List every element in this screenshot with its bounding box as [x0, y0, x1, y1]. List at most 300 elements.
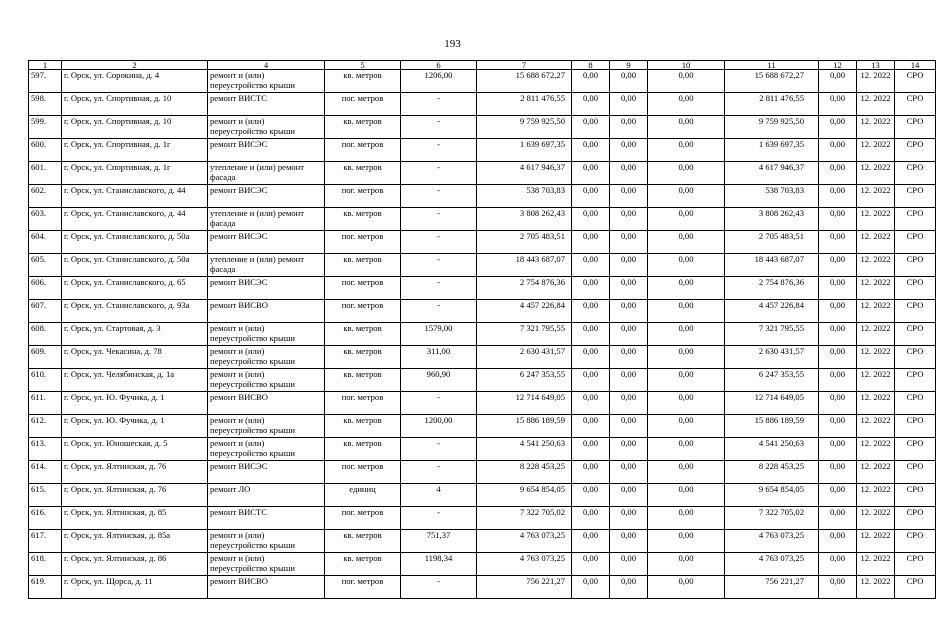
area-cell: 751,37 [401, 530, 477, 553]
col8-cell: 0,00 [572, 185, 610, 208]
total-cost-cell: 7 321 795,55 [477, 323, 572, 346]
area-cell: 960,90 [401, 369, 477, 392]
deadline-cell: 12. 2022 [857, 507, 895, 530]
col8-cell: 0,00 [572, 576, 610, 599]
col9-cell: 0,00 [610, 116, 648, 139]
col12-cell: 0,00 [819, 116, 857, 139]
total-cost-cell: 6 247 353,55 [477, 369, 572, 392]
table-row [29, 415, 936, 438]
row-number: 611. [29, 392, 62, 415]
unit-cell: кв. метров [325, 162, 401, 185]
col10-cell: 0,00 [648, 93, 725, 116]
unit-cell: кв. метров [325, 70, 401, 93]
source-cell: СРО [895, 208, 936, 231]
col9-cell: 0,00 [610, 346, 648, 369]
col11-cell: 2 630 431,57 [725, 346, 819, 369]
address-cell: г. Орск, ул. Станиславского, д. 44 [62, 208, 208, 231]
deadline-cell: 12. 2022 [857, 576, 895, 599]
unit-cell: кв. метров [325, 530, 401, 553]
col9-cell: 0,00 [610, 300, 648, 323]
column-header-2: 2 [62, 61, 208, 70]
work-type-cell: утепление и (или) ремонт фасада [208, 254, 325, 277]
row-number: 603. [29, 208, 62, 231]
col11-cell: 4 763 073,25 [725, 530, 819, 553]
col10-cell: 0,00 [648, 323, 725, 346]
row-number: 601. [29, 162, 62, 185]
column-header-14: 14 [895, 61, 936, 70]
col9-cell: 0,00 [610, 369, 648, 392]
table-row [29, 346, 936, 369]
column-header-8: 8 [572, 61, 610, 70]
address-cell: г. Орск, ул. Спортивная, д. 1г [62, 162, 208, 185]
work-type-cell: ремонт и (или) переустройство крыши [208, 369, 325, 392]
col11-cell: 12 714 649,05 [725, 392, 819, 415]
total-cost-cell: 15 688 672,27 [477, 70, 572, 93]
total-cost-cell: 4 457 226,84 [477, 300, 572, 323]
table-row [29, 576, 936, 599]
deadline-cell: 12. 2022 [857, 70, 895, 93]
column-header-4: 4 [208, 61, 325, 70]
work-type-cell: ремонт ВИСЭС [208, 461, 325, 484]
col10-cell: 0,00 [648, 254, 725, 277]
source-cell: СРО [895, 553, 936, 576]
col10-cell: 0,00 [648, 116, 725, 139]
area-cell: - [401, 461, 477, 484]
row-number: 606. [29, 277, 62, 300]
col11-cell: 18 443 687,07 [725, 254, 819, 277]
total-cost-cell: 7 322 705,02 [477, 507, 572, 530]
unit-cell: пог. метров [325, 507, 401, 530]
total-cost-cell: 15 886 189,59 [477, 415, 572, 438]
deadline-cell: 12. 2022 [857, 162, 895, 185]
work-type-cell: ремонт ВИСВО [208, 576, 325, 599]
source-cell: СРО [895, 93, 936, 116]
area-cell: - [401, 277, 477, 300]
total-cost-cell: 2 811 476,55 [477, 93, 572, 116]
col11-cell: 4 541 250,63 [725, 438, 819, 461]
area-cell: - [401, 208, 477, 231]
total-cost-cell: 4 617 946,37 [477, 162, 572, 185]
table-row [29, 70, 936, 93]
col12-cell: 0,00 [819, 461, 857, 484]
source-cell: СРО [895, 185, 936, 208]
work-type-cell: утепление и (или) ремонт фасада [208, 208, 325, 231]
area-cell: - [401, 116, 477, 139]
area-cell: - [401, 93, 477, 116]
deadline-cell: 12. 2022 [857, 392, 895, 415]
col12-cell: 0,00 [819, 346, 857, 369]
address-cell: г. Орск, ул. Юношеская, д. 5 [62, 438, 208, 461]
col11-cell: 8 228 453,25 [725, 461, 819, 484]
col12-cell: 0,00 [819, 254, 857, 277]
deadline-cell: 12. 2022 [857, 369, 895, 392]
col9-cell: 0,00 [610, 93, 648, 116]
row-number: 597. [29, 70, 62, 93]
column-header-13: 13 [857, 61, 895, 70]
total-cost-cell: 18 443 687,07 [477, 254, 572, 277]
work-type-cell: ремонт и (или) переустройство крыши [208, 116, 325, 139]
col8-cell: 0,00 [572, 93, 610, 116]
col11-cell: 15 688 672,27 [725, 70, 819, 93]
col10-cell: 0,00 [648, 415, 725, 438]
column-header-6: 6 [401, 61, 477, 70]
column-header-9: 9 [610, 61, 648, 70]
unit-cell: пог. метров [325, 277, 401, 300]
total-cost-cell: 3 808 262,43 [477, 208, 572, 231]
total-cost-cell: 2 754 876,36 [477, 277, 572, 300]
col12-cell: 0,00 [819, 208, 857, 231]
col11-cell: 7 321 795,55 [725, 323, 819, 346]
col9-cell: 0,00 [610, 162, 648, 185]
address-cell: г. Орск, ул. Стартовая, д. 3 [62, 323, 208, 346]
address-cell: г. Орск, ул. Ю. Фучика, д. 1 [62, 392, 208, 415]
col12-cell: 0,00 [819, 415, 857, 438]
table-row [29, 323, 936, 346]
source-cell: СРО [895, 392, 936, 415]
unit-cell: кв. метров [325, 254, 401, 277]
col8-cell: 0,00 [572, 484, 610, 507]
total-cost-cell: 538 703,83 [477, 185, 572, 208]
source-cell: СРО [895, 369, 936, 392]
col8-cell: 0,00 [572, 392, 610, 415]
area-cell: 1200,00 [401, 415, 477, 438]
column-header-7: 7 [477, 61, 572, 70]
row-number: 600. [29, 139, 62, 162]
unit-cell: кв. метров [325, 438, 401, 461]
address-cell: г. Орск, ул. Спортивная, д. 10 [62, 116, 208, 139]
address-cell: г. Орск, ул. Ю. Фучика, д. 1 [62, 415, 208, 438]
col12-cell: 0,00 [819, 576, 857, 599]
col12-cell: 0,00 [819, 484, 857, 507]
unit-cell: пог. метров [325, 231, 401, 254]
area-cell: - [401, 162, 477, 185]
col8-cell: 0,00 [572, 70, 610, 93]
col11-cell: 4 457 226,84 [725, 300, 819, 323]
col10-cell: 0,00 [648, 507, 725, 530]
col8-cell: 0,00 [572, 139, 610, 162]
address-cell: г. Орск, ул. Спортивная, д. 1г [62, 139, 208, 162]
table-row [29, 254, 936, 277]
row-number: 616. [29, 507, 62, 530]
col11-cell: 15 886 189,59 [725, 415, 819, 438]
col12-cell: 0,00 [819, 300, 857, 323]
unit-cell: кв. метров [325, 369, 401, 392]
capital-repair-table [28, 60, 936, 599]
address-cell: г. Орск, ул. Ялтинская, д. 76 [62, 461, 208, 484]
source-cell: СРО [895, 300, 936, 323]
deadline-cell: 12. 2022 [857, 553, 895, 576]
unit-cell: пог. метров [325, 392, 401, 415]
table-row [29, 277, 936, 300]
col10-cell: 0,00 [648, 369, 725, 392]
row-number: 608. [29, 323, 62, 346]
address-cell: г. Орск, ул. Станиславского, д. 65 [62, 277, 208, 300]
source-cell: СРО [895, 254, 936, 277]
header-row [29, 61, 936, 70]
row-number: 619. [29, 576, 62, 599]
col8-cell: 0,00 [572, 254, 610, 277]
col12-cell: 0,00 [819, 70, 857, 93]
total-cost-cell: 2 705 483,51 [477, 231, 572, 254]
work-type-cell: ремонт и (или) переустройство крыши [208, 438, 325, 461]
total-cost-cell: 1 639 697,35 [477, 139, 572, 162]
total-cost-cell: 12 714 649,05 [477, 392, 572, 415]
col10-cell: 0,00 [648, 346, 725, 369]
unit-cell: кв. метров [325, 323, 401, 346]
col11-cell: 4 763 073,25 [725, 553, 819, 576]
area-cell: 1198,34 [401, 553, 477, 576]
work-type-cell: ремонт ВИСВО [208, 392, 325, 415]
col8-cell: 0,00 [572, 461, 610, 484]
unit-cell: кв. метров [325, 553, 401, 576]
unit-cell: пог. метров [325, 185, 401, 208]
col11-cell: 9 654 854,05 [725, 484, 819, 507]
table-row [29, 231, 936, 254]
total-cost-cell: 9 759 925,50 [477, 116, 572, 139]
source-cell: СРО [895, 507, 936, 530]
work-type-cell: ремонт ВИСЭС [208, 185, 325, 208]
col12-cell: 0,00 [819, 323, 857, 346]
column-header-5: 5 [325, 61, 401, 70]
address-cell: г. Орск, ул. Челябинская, д. 1а [62, 369, 208, 392]
source-cell: СРО [895, 162, 936, 185]
col10-cell: 0,00 [648, 530, 725, 553]
col11-cell: 3 808 262,43 [725, 208, 819, 231]
col9-cell: 0,00 [610, 70, 648, 93]
col12-cell: 0,00 [819, 185, 857, 208]
area-cell: - [401, 507, 477, 530]
row-number: 610. [29, 369, 62, 392]
col8-cell: 0,00 [572, 415, 610, 438]
deadline-cell: 12. 2022 [857, 530, 895, 553]
col10-cell: 0,00 [648, 162, 725, 185]
work-type-cell: ремонт ВИСЭС [208, 231, 325, 254]
col8-cell: 0,00 [572, 530, 610, 553]
table-row [29, 185, 936, 208]
work-type-cell: ремонт ЛО [208, 484, 325, 507]
col9-cell: 0,00 [610, 530, 648, 553]
area-cell: - [401, 231, 477, 254]
col12-cell: 0,00 [819, 231, 857, 254]
work-type-cell: ремонт и (или) переустройство крыши [208, 323, 325, 346]
table-row [29, 162, 936, 185]
total-cost-cell: 4 763 073,25 [477, 553, 572, 576]
total-cost-cell: 4 541 250,63 [477, 438, 572, 461]
row-number: 613. [29, 438, 62, 461]
col11-cell: 538 703,83 [725, 185, 819, 208]
deadline-cell: 12. 2022 [857, 300, 895, 323]
col10-cell: 0,00 [648, 553, 725, 576]
col8-cell: 0,00 [572, 507, 610, 530]
table-row [29, 300, 936, 323]
unit-cell: пог. метров [325, 139, 401, 162]
col11-cell: 2 754 876,36 [725, 277, 819, 300]
col8-cell: 0,00 [572, 300, 610, 323]
table-row [29, 139, 936, 162]
table-row [29, 438, 936, 461]
col8-cell: 0,00 [572, 369, 610, 392]
unit-cell: пог. метров [325, 576, 401, 599]
col9-cell: 0,00 [610, 254, 648, 277]
col12-cell: 0,00 [819, 369, 857, 392]
address-cell: г. Орск, ул. Ялтинская, д. 85 [62, 507, 208, 530]
table-row [29, 484, 936, 507]
col9-cell: 0,00 [610, 461, 648, 484]
unit-cell: пог. метров [325, 300, 401, 323]
column-header-11: 11 [725, 61, 819, 70]
source-cell: СРО [895, 438, 936, 461]
col11-cell: 756 221,27 [725, 576, 819, 599]
col8-cell: 0,00 [572, 116, 610, 139]
total-cost-cell: 4 763 073,25 [477, 530, 572, 553]
col10-cell: 0,00 [648, 139, 725, 162]
area-cell: - [401, 576, 477, 599]
col10-cell: 0,00 [648, 392, 725, 415]
col12-cell: 0,00 [819, 139, 857, 162]
col12-cell: 0,00 [819, 507, 857, 530]
area-cell: - [401, 300, 477, 323]
address-cell: г. Орск, ул. Чекасина, д. 78 [62, 346, 208, 369]
deadline-cell: 12. 2022 [857, 484, 895, 507]
col10-cell: 0,00 [648, 208, 725, 231]
column-header-12: 12 [819, 61, 857, 70]
col10-cell: 0,00 [648, 576, 725, 599]
col11-cell: 2 811 476,55 [725, 93, 819, 116]
row-number: 609. [29, 346, 62, 369]
col11-cell: 4 617 946,37 [725, 162, 819, 185]
source-cell: СРО [895, 415, 936, 438]
source-cell: СРО [895, 346, 936, 369]
source-cell: СРО [895, 70, 936, 93]
col8-cell: 0,00 [572, 438, 610, 461]
column-header-10: 10 [648, 61, 725, 70]
col10-cell: 0,00 [648, 277, 725, 300]
table-row [29, 507, 936, 530]
area-cell: 311,00 [401, 346, 477, 369]
address-cell: г. Орск, ул. Станиславского, д. 50а [62, 254, 208, 277]
table-row [29, 461, 936, 484]
col10-cell: 0,00 [648, 300, 725, 323]
page-number: 193 [444, 38, 461, 50]
work-type-cell: ремонт и (или) переустройство крыши [208, 553, 325, 576]
address-cell: г. Орск, ул. Ялтинская, д. 86 [62, 553, 208, 576]
address-cell: г. Орск, ул. Сорокина, д. 4 [62, 70, 208, 93]
col9-cell: 0,00 [610, 553, 648, 576]
work-type-cell: ремонт и (или) переустройство крыши [208, 346, 325, 369]
row-number: 607. [29, 300, 62, 323]
col9-cell: 0,00 [610, 231, 648, 254]
deadline-cell: 12. 2022 [857, 461, 895, 484]
work-type-cell: ремонт и (или) переустройство крыши [208, 530, 325, 553]
col12-cell: 0,00 [819, 392, 857, 415]
work-type-cell: ремонт и (или) переустройство крыши [208, 415, 325, 438]
work-type-cell: ремонт ВИСЭС [208, 139, 325, 162]
source-cell: СРО [895, 484, 936, 507]
source-cell: СРО [895, 530, 936, 553]
deadline-cell: 12. 2022 [857, 277, 895, 300]
col12-cell: 0,00 [819, 162, 857, 185]
deadline-cell: 12. 2022 [857, 415, 895, 438]
address-cell: г. Орск, ул. Щорса, д. 11 [62, 576, 208, 599]
col8-cell: 0,00 [572, 208, 610, 231]
table-row [29, 392, 936, 415]
deadline-cell: 12. 2022 [857, 208, 895, 231]
col9-cell: 0,00 [610, 277, 648, 300]
col12-cell: 0,00 [819, 93, 857, 116]
area-cell: - [401, 392, 477, 415]
source-cell: СРО [895, 139, 936, 162]
col11-cell: 2 705 483,51 [725, 231, 819, 254]
address-cell: г. Орск, ул. Ялтинская, д. 85а [62, 530, 208, 553]
col8-cell: 0,00 [572, 231, 610, 254]
source-cell: СРО [895, 576, 936, 599]
col8-cell: 0,00 [572, 553, 610, 576]
deadline-cell: 12. 2022 [857, 231, 895, 254]
unit-cell: пог. метров [325, 93, 401, 116]
area-cell: - [401, 438, 477, 461]
row-number: 599. [29, 116, 62, 139]
col8-cell: 0,00 [572, 346, 610, 369]
total-cost-cell: 9 654 854,05 [477, 484, 572, 507]
col9-cell: 0,00 [610, 507, 648, 530]
area-cell: 4 [401, 484, 477, 507]
col9-cell: 0,00 [610, 323, 648, 346]
address-cell: г. Орск, ул. Станиславского, д. 50а [62, 231, 208, 254]
table-row [29, 369, 936, 392]
column-header-1: 1 [29, 61, 62, 70]
col12-cell: 0,00 [819, 438, 857, 461]
col12-cell: 0,00 [819, 530, 857, 553]
deadline-cell: 12. 2022 [857, 254, 895, 277]
col10-cell: 0,00 [648, 484, 725, 507]
col11-cell: 9 759 925,50 [725, 116, 819, 139]
col11-cell: 7 322 705,02 [725, 507, 819, 530]
deadline-cell: 12. 2022 [857, 185, 895, 208]
col9-cell: 0,00 [610, 576, 648, 599]
source-cell: СРО [895, 277, 936, 300]
row-number: 614. [29, 461, 62, 484]
row-number: 605. [29, 254, 62, 277]
total-cost-cell: 8 228 453,25 [477, 461, 572, 484]
area-cell: - [401, 139, 477, 162]
row-number: 602. [29, 185, 62, 208]
col9-cell: 0,00 [610, 185, 648, 208]
address-cell: г. Орск, ул. Станиславского, д. 44 [62, 185, 208, 208]
col8-cell: 0,00 [572, 323, 610, 346]
col9-cell: 0,00 [610, 438, 648, 461]
col9-cell: 0,00 [610, 208, 648, 231]
address-cell: г. Орск, ул. Спортивная, д. 10 [62, 93, 208, 116]
row-number: 612. [29, 415, 62, 438]
table-row [29, 553, 936, 576]
source-cell: СРО [895, 116, 936, 139]
col9-cell: 0,00 [610, 484, 648, 507]
area-cell: 1206,00 [401, 70, 477, 93]
row-number: 617. [29, 530, 62, 553]
table-row [29, 208, 936, 231]
deadline-cell: 12. 2022 [857, 139, 895, 162]
work-type-cell: ремонт ВИСТС [208, 507, 325, 530]
row-number: 604. [29, 231, 62, 254]
source-cell: СРО [895, 323, 936, 346]
deadline-cell: 12. 2022 [857, 438, 895, 461]
row-number: 615. [29, 484, 62, 507]
col10-cell: 0,00 [648, 231, 725, 254]
deadline-cell: 12. 2022 [857, 116, 895, 139]
area-cell: - [401, 254, 477, 277]
row-number: 618. [29, 553, 62, 576]
col9-cell: 0,00 [610, 139, 648, 162]
